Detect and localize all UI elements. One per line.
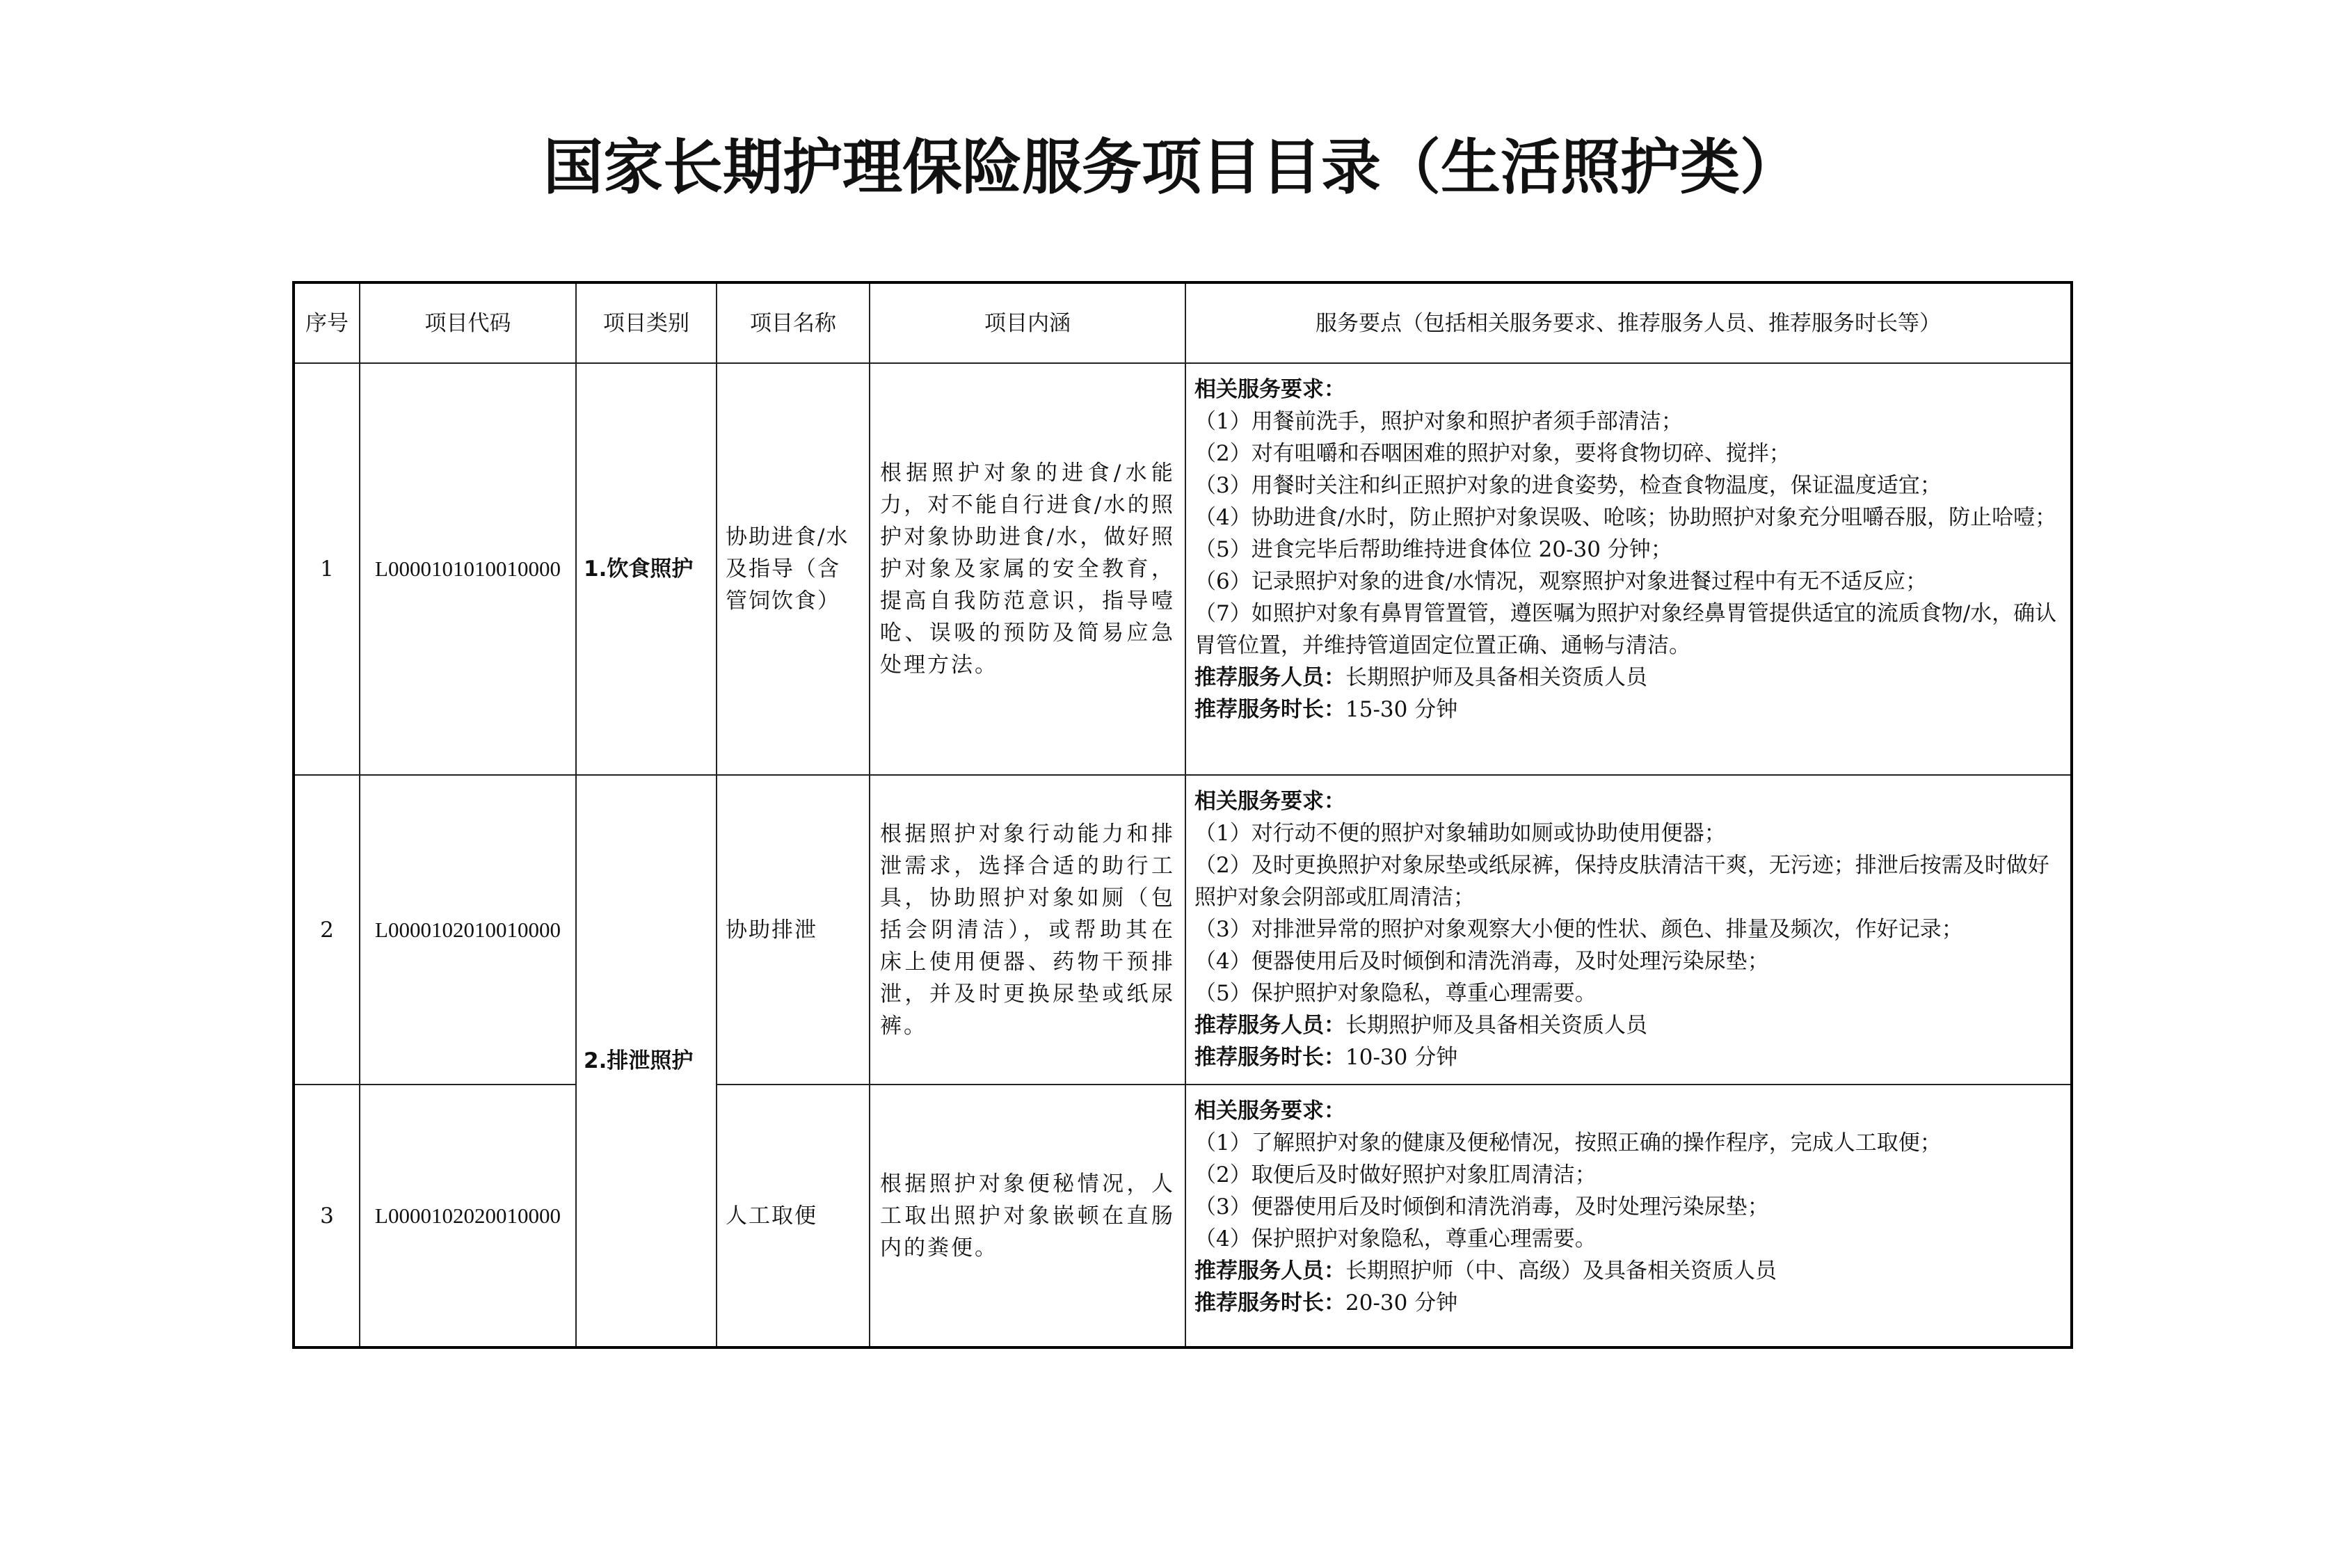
- duration-label: 推荐服务时长：: [1194, 1045, 1345, 1070]
- duration-value: 10-30 分钟: [1345, 1045, 1458, 1070]
- table-row: [294, 775, 2072, 1085]
- cell-seq: 2: [294, 775, 360, 1085]
- header-seq: 序号: [294, 282, 360, 363]
- cell-description: 根据照护对象便秘情况，人工取出照护对象嵌顿在直肠内的粪便。: [870, 1085, 1185, 1347]
- cell-name: 协助排泄: [717, 775, 870, 1085]
- requirement-item: （4）协助进食/水时，防止照护对象误吸、呛咳；协助照护对象充分咀嚼吞服，防止哈噎；: [1194, 505, 2057, 530]
- cell-category: 2.排泄照护: [576, 775, 717, 1347]
- staff-value: 长期照护师（中、高级）及具备相关资质人员: [1345, 1258, 1777, 1283]
- cell-category: 1.饮食照护: [576, 363, 717, 775]
- service-catalog-table: [292, 281, 2073, 1349]
- requirements-heading: 相关服务要求：: [1194, 789, 1345, 814]
- requirement-item: （3）用餐时关注和纠正照护对象的进食姿势，检查食物温度，保证温度适宜；: [1194, 473, 1942, 498]
- cell-name: 人工取便: [717, 1085, 870, 1347]
- table-row: [294, 363, 2072, 775]
- requirements-heading: 相关服务要求：: [1194, 1098, 1345, 1123]
- duration-value: 20-30 分钟: [1345, 1290, 1458, 1315]
- cell-service-points: [1185, 363, 2072, 775]
- requirement-item: （5）保护照护对象隐私，尊重心理需要。: [1194, 981, 1597, 1006]
- cell-name: 协助进食/水及指导（含管饲饮食）: [717, 363, 870, 775]
- cell-seq: 3: [294, 1085, 360, 1347]
- requirement-item: （3）对排泄异常的照护对象观察大小便的性状、颜色、排量及频次，作好记录；: [1194, 917, 1963, 942]
- recommended-duration: [1194, 1041, 2063, 1073]
- requirement-item: （4）便器使用后及时倾倒和清洗消毒，及时处理污染尿垫；: [1194, 949, 1769, 974]
- requirement-item: （1）对行动不便的照护对象辅助如厕或协助使用便器；: [1194, 821, 1726, 846]
- requirement-item: （2）及时更换照护对象尿垫或纸尿裤，保持皮肤清洁干爽，无污迹；排泄后按需及时做好照护对象会阴部或肛周清洁；: [1194, 853, 2049, 910]
- table-header-row: [294, 282, 2072, 363]
- cell-seq: 1: [294, 363, 360, 775]
- cell-code: L0000102020010000: [360, 1085, 576, 1347]
- requirement-item: （5）进食完毕后帮助维持进食体位 20-30 分钟；: [1194, 537, 1672, 562]
- cell-description: 根据照护对象的进食/水能力，对不能自行进食/水的照护对象协助进食/水，做好照护对象及家属的安全教育，提高自我防范意识，指导噎呛、误吸的预防及简易应急处理方法。: [870, 363, 1185, 775]
- recommended-duration: [1194, 1287, 2063, 1319]
- cell-description: 根据照护对象行动能力和排泄需求，选择合适的助行工具，协助照护对象如厕（包括会阴清洁），或帮助其在床上使用便器、药物干预排泄，并及时更换尿垫或纸尿裤。: [870, 775, 1185, 1085]
- requirement-item: （4）保护照护对象隐私，尊重心理需要。: [1194, 1226, 1597, 1251]
- duration-label: 推荐服务时长：: [1194, 697, 1345, 722]
- staff-value: 长期照护师及具备相关资质人员: [1345, 665, 1647, 690]
- requirement-item: （2）对有咀嚼和吞咽困难的照护对象，要将食物切碎、搅拌；: [1194, 441, 1791, 466]
- page-title: 国家长期护理保险服务项目目录（生活照护类）: [543, 132, 1800, 202]
- duration-label: 推荐服务时长：: [1194, 1290, 1345, 1315]
- cell-code: L0000101010010000: [360, 363, 576, 775]
- requirement-item: （6）记录照护对象的进食/水情况，观察照护对象进餐过程中有无不适反应；: [1194, 569, 1928, 594]
- header-category: 项目类别: [576, 282, 717, 363]
- requirement-item: （7）如照护对象有鼻胃管置管，遵医嘱为照护对象经鼻胃管提供适宜的流质食物/水，确认胃管位置，并维持管道固定位置正确、通畅与清洁。: [1194, 601, 2057, 658]
- recommended-staff: [1194, 662, 2063, 694]
- header-service-points: 服务要点（包括相关服务要求、推荐服务人员、推荐服务时长等）: [1185, 282, 2072, 363]
- cell-code: L0000102010010000: [360, 775, 576, 1085]
- header-code: 项目代码: [360, 282, 576, 363]
- requirement-item: （2）取便后及时做好照护对象肛周清洁；: [1194, 1162, 1597, 1187]
- cell-service-points: [1185, 775, 2072, 1085]
- requirement-item: （1）用餐前洗手，照护对象和照护者须手部清洁；: [1194, 409, 1683, 434]
- recommended-staff: [1194, 1255, 2063, 1287]
- requirements-heading: 相关服务要求：: [1194, 377, 1345, 402]
- header-name: 项目名称: [717, 282, 870, 363]
- requirement-item: （3）便器使用后及时倾倒和清洗消毒，及时处理污染尿垫；: [1194, 1194, 1769, 1219]
- staff-label: 推荐服务人员：: [1194, 665, 1345, 690]
- staff-value: 长期照护师及具备相关资质人员: [1345, 1013, 1647, 1038]
- table-row: [294, 1085, 2072, 1347]
- recommended-duration: [1194, 694, 2063, 726]
- recommended-staff: [1194, 1009, 2063, 1041]
- staff-label: 推荐服务人员：: [1194, 1013, 1345, 1038]
- header-description: 项目内涵: [870, 282, 1185, 363]
- staff-label: 推荐服务人员：: [1194, 1258, 1345, 1283]
- cell-service-points: [1185, 1085, 2072, 1347]
- duration-value: 15-30 分钟: [1345, 697, 1458, 722]
- requirement-item: （1）了解照护对象的健康及便秘情况，按照正确的操作程序，完成人工取便；: [1194, 1130, 1942, 1155]
